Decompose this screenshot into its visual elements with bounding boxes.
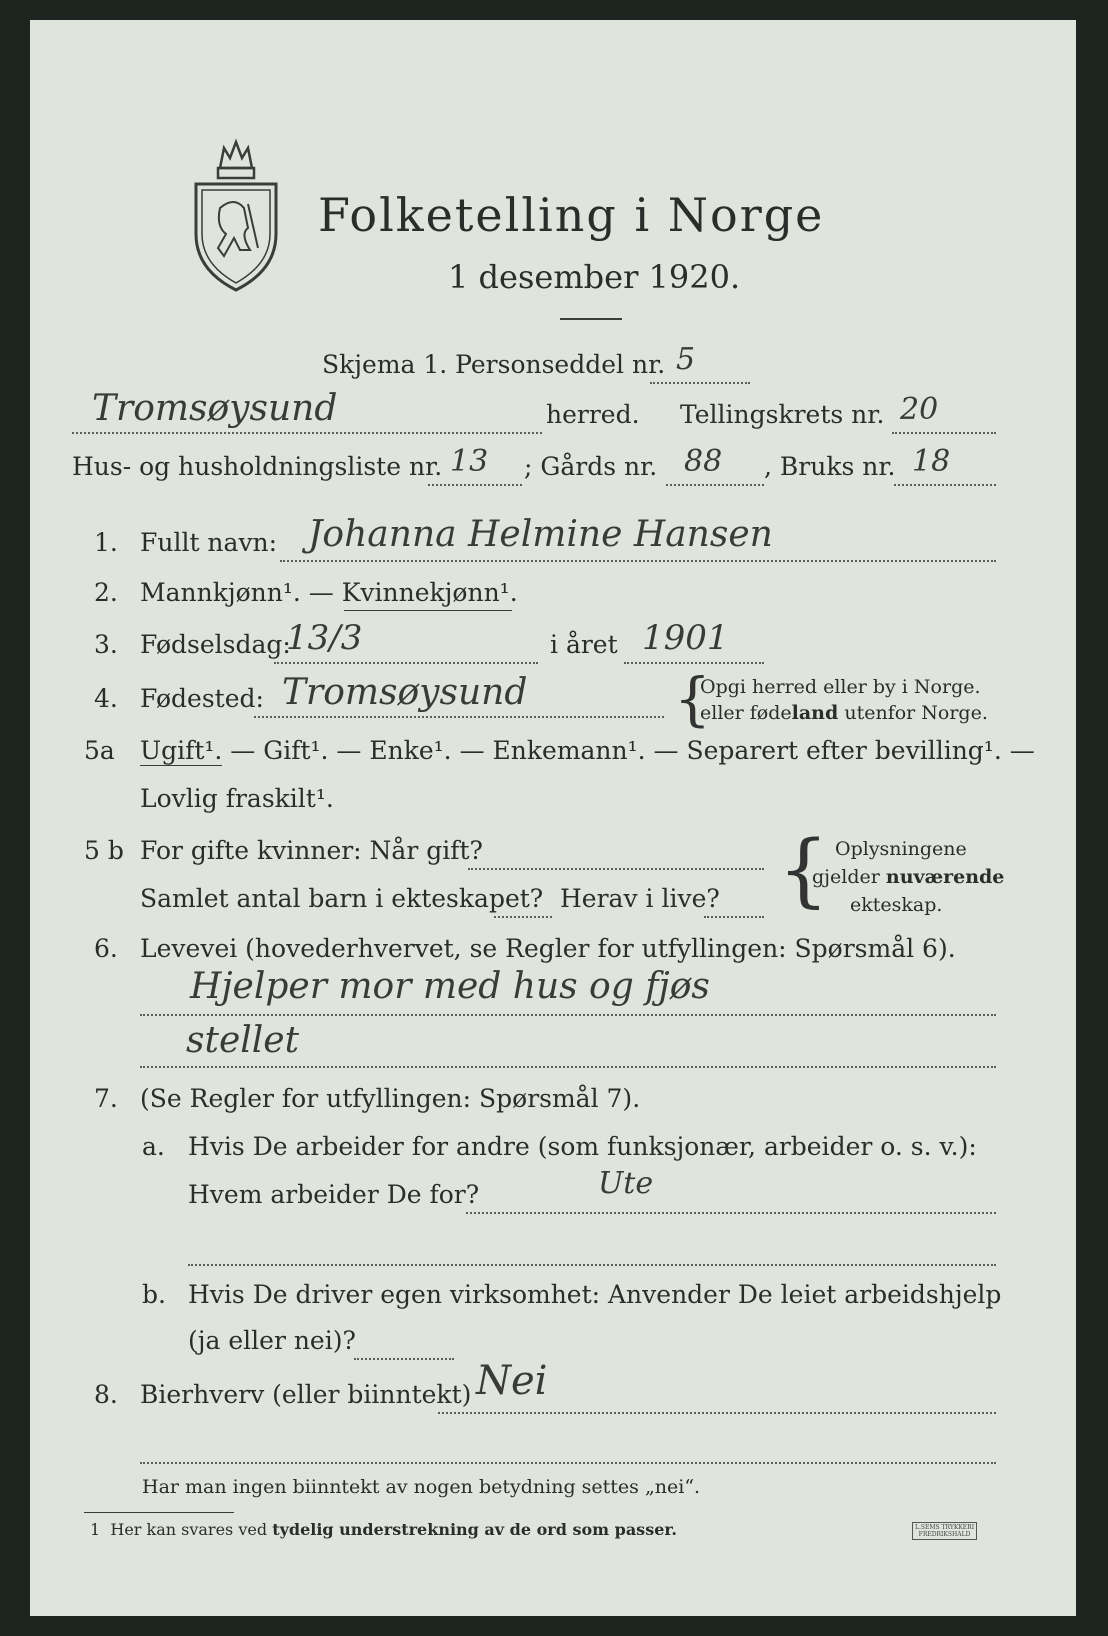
herred-label: herred.	[546, 400, 640, 429]
q7a-line	[466, 1212, 996, 1214]
q5a-number: 5a	[84, 736, 115, 765]
herav-label: Herav i live?	[560, 884, 720, 913]
gards-label: ; Gårds nr.	[524, 452, 658, 481]
side-income-value: Nei	[476, 1358, 548, 1404]
q5b-number: 5 b	[84, 836, 124, 865]
q5b-line2: Samlet antal barn i ekteskapet?	[140, 884, 544, 913]
full-name-value: Johanna Helmine Hansen	[308, 514, 773, 555]
q7a-line2: Hvem arbeider De for?	[188, 1180, 480, 1209]
footnote-divider	[84, 1512, 234, 1513]
q3-line	[274, 662, 538, 664]
birth-year-value: 1901	[642, 618, 729, 658]
title-divider	[560, 318, 622, 320]
q6-number: 6.	[94, 934, 118, 963]
q7a-extra-line	[188, 1264, 996, 1266]
q5b-note2: gjelder nuværende	[812, 866, 1005, 888]
skjema-line	[650, 382, 750, 384]
q4-line	[254, 716, 664, 718]
employer-value: Ute	[598, 1166, 654, 1201]
q7b-letter: b.	[142, 1280, 166, 1309]
occupation-answer2: stellet	[186, 1020, 300, 1061]
q8-extra-line	[140, 1462, 996, 1464]
q7b-line2: (ja eller nei)?	[188, 1326, 356, 1355]
q4-number: 4.	[94, 684, 118, 713]
q7a-line1: Hvis De arbeider for andre (som funksjonær, arbeider o. s. v.):	[188, 1132, 977, 1161]
census-form	[30, 20, 1076, 1616]
gards-value: 88	[684, 444, 723, 479]
birthplace-value: Tromsøysund	[282, 672, 528, 713]
q8-number: 8.	[94, 1380, 118, 1409]
q8-label: Bierhverv (eller biinntekt)	[140, 1380, 472, 1409]
gards-line	[666, 484, 764, 486]
printer-stamp: L.SEMS TRYKKERI FREDRIKSHALD	[912, 1522, 977, 1540]
q7-number: 7.	[94, 1084, 118, 1113]
herred-value: Tromsøysund	[92, 388, 338, 429]
q2-label: Mannkjønn¹. — Kvinnekjønn¹.	[140, 578, 518, 607]
q5a-line2: Lovlig fraskilt¹.	[140, 784, 334, 813]
q5b-label: For gifte kvinner: Når gift?	[140, 836, 483, 865]
tellingskrets-value: 20	[900, 392, 939, 427]
nei-instruction: Har man ingen biinntekt av nogen betydning settes „nei“.	[142, 1476, 701, 1498]
q4-note-line1: Opgi herred eller by i Norge.	[700, 676, 981, 698]
occupation-answer1: Hjelper mor med hus og fjøs	[190, 966, 710, 1007]
q5a-label: Ugift¹. — Gift¹. — Enke¹. — Enkemann¹. — Separert efter bevilling¹. —	[140, 736, 1035, 765]
skjema-label: Skjema 1. Personseddel nr.	[322, 350, 666, 379]
coat-of-arms-icon	[190, 138, 282, 294]
q7-label: (Se Regler for utfyllingen: Spørsmål 7).	[140, 1084, 641, 1113]
tellingskrets-label: Tellingskrets nr.	[680, 400, 885, 429]
q5b-brace: {	[778, 823, 829, 916]
q5b-note1: Oplysningene	[835, 838, 967, 860]
q5b-line1	[468, 868, 764, 870]
q5b-note3: ekteskap.	[850, 894, 943, 916]
q1-label: Fullt navn:	[140, 528, 278, 557]
q3-number: 3.	[94, 630, 118, 659]
q8-line	[438, 1412, 996, 1414]
herav-line	[704, 916, 764, 918]
form-date: 1 desember 1920.	[448, 258, 741, 296]
q7a-letter: a.	[142, 1132, 165, 1161]
form-title: Folketelling i Norge	[318, 188, 825, 242]
bruks-value: 18	[912, 444, 951, 479]
tellingskrets-line	[892, 432, 996, 434]
q4-brace: {	[674, 665, 711, 733]
q2-number: 2.	[94, 578, 118, 607]
footnote: 1 Her kan svares ved tydelig understrekning av de ord som passer.	[90, 1520, 677, 1539]
q6-label: Levevei (hovederhvervet, se Regler for utfyllingen: Spørsmål 6).	[140, 934, 956, 963]
q4-label: Fødested:	[140, 684, 264, 713]
q1-line	[280, 560, 996, 562]
personseddel-number: 5	[676, 342, 696, 377]
husholdningsliste-value: 13	[450, 444, 489, 479]
husholdningsliste-label: Hus- og husholdningsliste nr.	[72, 452, 443, 481]
q3-label: Fødselsdag:	[140, 630, 291, 659]
q7b-line1: Hvis De driver egen virksomhet: Anvender De leiet arbeidshjelp	[188, 1280, 1002, 1309]
q1-number: 1.	[94, 528, 118, 557]
bruks-line	[894, 484, 996, 486]
q7b-line	[354, 1358, 454, 1360]
year-line	[624, 662, 764, 664]
q4-note-line2: eller fødeland utenfor Norge.	[700, 702, 988, 724]
year-label: i året	[550, 630, 618, 659]
husholdningsliste-line	[428, 484, 522, 486]
birthday-value: 13/3	[286, 618, 363, 658]
q6-line1	[140, 1014, 996, 1016]
q5b-children-line	[494, 916, 552, 918]
bruks-label: , Bruks nr.	[764, 452, 896, 481]
kvinnekjonn-underline	[344, 610, 512, 611]
q6-line2	[140, 1066, 996, 1068]
herred-line	[72, 432, 542, 434]
